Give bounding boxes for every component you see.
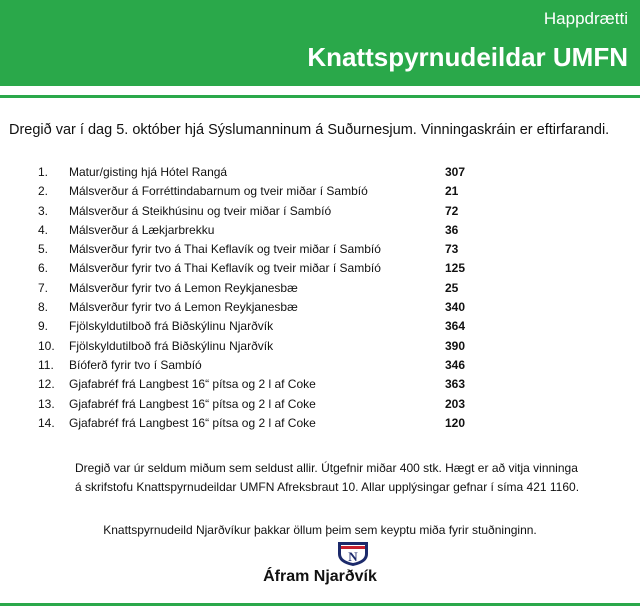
prize-description: Fjölskyldutilboð frá Biðskýlinu Njarðvík bbox=[69, 319, 274, 334]
prize-row bbox=[38, 375, 538, 394]
prize-description: Bíóferð fyrir tvo í Sambíó bbox=[69, 357, 202, 372]
prize-ticket-number: 73 bbox=[445, 242, 459, 257]
prize-description: Málsverður fyrir tvo á Thai Keflavík og tveir miðar í Sambíó bbox=[69, 261, 381, 276]
prize-description: Fjölskyldutilboð frá Biðskýlinu Njarðvík bbox=[69, 338, 274, 353]
header-subtitle: Happdrætti bbox=[543, 9, 628, 28]
divider-bottom bbox=[0, 603, 640, 606]
prize-description: Málsverður á Forréttindabarnum og tveir miðar í Sambíó bbox=[69, 184, 368, 199]
header-banner bbox=[0, 0, 640, 86]
prize-ticket-number: 36 bbox=[445, 222, 459, 237]
prize-ticket-number: 72 bbox=[445, 203, 459, 218]
prize-ticket-number: 25 bbox=[445, 280, 459, 295]
prize-number: 8. bbox=[38, 300, 49, 315]
prize-ticket-number: 346 bbox=[445, 357, 466, 372]
prize-list bbox=[38, 163, 538, 433]
prize-number: 5. bbox=[38, 242, 49, 257]
prize-number: 14. bbox=[38, 415, 55, 430]
prize-description: Málsverður á Lækjarbrekku bbox=[69, 222, 215, 237]
umfn-logo-icon bbox=[336, 541, 370, 567]
prize-description: Málsverður fyrir tvo á Thai Keflavík og tveir miðar í Sambíó bbox=[69, 242, 381, 257]
prize-ticket-number: 120 bbox=[445, 415, 466, 430]
footer-slogan: Áfram Njarðvík bbox=[263, 568, 377, 585]
prize-description: Málsverður fyrir tvo á Lemon Reykjanesbæ bbox=[69, 280, 298, 295]
prize-ticket-number: 203 bbox=[445, 396, 466, 411]
prize-row bbox=[38, 240, 538, 259]
prize-row bbox=[38, 163, 538, 182]
prize-number: 1. bbox=[38, 165, 49, 179]
prize-description: Málsverður fyrir tvo á Lemon Reykjanesbæ bbox=[69, 300, 298, 315]
prize-ticket-number: 390 bbox=[445, 338, 466, 353]
divider-top bbox=[0, 95, 640, 98]
info-note-line-1: Dregið var úr seldum miðum sem seldust allir. Útgefnir miðar 400 stk. Hægt er að vitja vinninga bbox=[75, 461, 578, 475]
prize-row bbox=[38, 395, 538, 414]
prize-row bbox=[38, 259, 538, 278]
info-note-line-2: á skrifstofu Knattspyrnudeildar UMFN Afreksbraut 10. Allar upplýsingar gefnar í síma 421 1160. bbox=[75, 480, 580, 494]
prize-number: 7. bbox=[38, 280, 49, 295]
prize-number: 11. bbox=[38, 357, 54, 372]
header-title: Knattspyrnudeildar UMFN bbox=[307, 42, 628, 72]
prize-number: 6. bbox=[38, 261, 49, 276]
prize-row bbox=[38, 182, 538, 201]
thanks-text: Knattspyrnudeild Njarðvíkur þakkar öllum þeim sem keyptu miða fyrir stuðninginn. bbox=[103, 523, 537, 537]
prize-row bbox=[38, 337, 538, 356]
prize-row bbox=[38, 317, 538, 336]
prize-row bbox=[38, 298, 538, 317]
prize-ticket-number: 340 bbox=[445, 300, 466, 315]
prize-description: Matur/gisting hjá Hótel Rangá bbox=[69, 165, 228, 179]
prize-row bbox=[38, 356, 538, 375]
prize-description: Gjafabréf frá Langbest 16“ pítsa og 2 l af Coke bbox=[69, 415, 316, 430]
prize-ticket-number: 125 bbox=[445, 261, 466, 276]
prize-number: 10. bbox=[38, 338, 55, 353]
prize-ticket-number: 363 bbox=[445, 377, 466, 392]
prize-description: Gjafabréf frá Langbest 16“ pítsa og 2 l af Coke bbox=[69, 396, 316, 411]
prize-number: 13. bbox=[38, 396, 55, 411]
prize-number: 3. bbox=[38, 203, 49, 218]
prize-row bbox=[38, 414, 538, 433]
prize-ticket-number: 21 bbox=[445, 184, 459, 199]
prize-row bbox=[38, 202, 538, 221]
logo-letter: N bbox=[348, 549, 358, 564]
prize-number: 9. bbox=[38, 319, 49, 334]
prize-number: 2. bbox=[38, 184, 49, 199]
info-note bbox=[75, 459, 635, 497]
prize-row bbox=[38, 279, 538, 298]
prize-ticket-number: 364 bbox=[445, 319, 466, 334]
prize-description: Málsverður á Steikhúsinu og tveir miðar í Sambíó bbox=[69, 203, 332, 218]
prize-description: Gjafabréf frá Langbest 16“ pítsa og 2 l af Coke bbox=[69, 377, 316, 392]
prize-row bbox=[38, 221, 538, 240]
prize-ticket-number: 307 bbox=[445, 165, 466, 179]
intro-text: Dregið var í dag 5. október hjá Sýslumanninum á Suðurnesjum. Vinningaskráin er eftirfarandi. bbox=[9, 122, 610, 138]
prize-number: 4. bbox=[38, 222, 49, 237]
prize-number: 12. bbox=[38, 377, 55, 392]
